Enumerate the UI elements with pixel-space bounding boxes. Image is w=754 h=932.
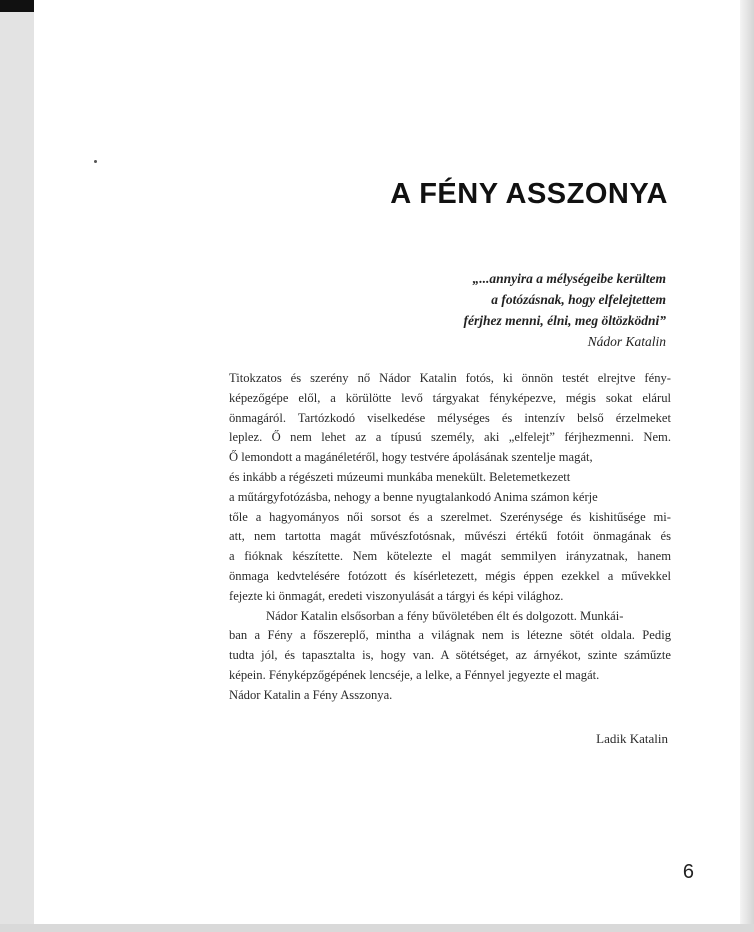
- body-line: Titokzatos és szerény nő Nádor Katalin fotós, ki önnön testét elrejtve fény-: [229, 371, 671, 385]
- page-title: A FÉNY ASSZONYA: [390, 178, 668, 210]
- body-line: a műtárgyfotózásba, nehogy a benne nyugtalankodó Anima számon kérje: [229, 489, 598, 504]
- body-text: [229, 369, 671, 706]
- quote-line: férjhez menni, élni, meg öltözködni”: [463, 313, 666, 328]
- body-line: és inkább a régészeti múzeumi munkába menekült. Beletemetkezett: [229, 469, 571, 484]
- epigraph-quote: [306, 268, 666, 352]
- body-line: képein. Fényképzőgépének lencséje, a lelke, a Fénnyel jegyezte el magát.: [229, 667, 600, 682]
- stray-mark: [94, 160, 97, 163]
- body-line: önmagáról. Tartózkodó viselkedése mélységes és intenzív belső érzelmeket: [229, 410, 671, 425]
- body-line: Nádor Katalin a Fény Asszonya.: [229, 687, 393, 702]
- quote-line: „...annyira a mélységeibe kerültem: [472, 271, 666, 286]
- scan-bottom-edge: [0, 924, 754, 932]
- body-line: leplez. Ő nem lehet az a típusú személy, aki „elfelejt” férjhezmenni. Nem.: [229, 430, 671, 445]
- signature: Ladik Katalin: [596, 731, 668, 746]
- body-line: tőle a hagyományos női sorsot és a szerelmet. Szerénysége és kishitűsége mi-: [229, 509, 671, 524]
- body-line: a fióknak készítette. Nem kötelezte el magát semmilyen irányzatnak, hanem: [229, 549, 671, 564]
- body-line: Nádor Katalin elsősorban a fény bűvöletében élt és dolgozott. Munkái-: [266, 608, 624, 623]
- scan-left-edge: [0, 0, 34, 932]
- body-line: önmaga kedvtelésére fotózott és kísérletezett, mégis éppen ezekkel a művekkel: [229, 568, 671, 583]
- scan-right-edge: [740, 0, 754, 932]
- quote-line: a fotózásnak, hogy elfelejtettem: [491, 292, 666, 307]
- body-line: tudta jól, és tapasztalta is, hogy van. A sötétséget, az árnyékot, szinte száműzte: [229, 648, 671, 663]
- page-number: 6: [682, 861, 694, 883]
- body-line: Ő lemondott a magánéletéről, hogy testvére ápolásának szentelje magát,: [229, 450, 593, 465]
- body-line: fejezte ki önmagát, eredeti viszonyulását a tárgyi és képi világhoz.: [229, 588, 564, 603]
- body-line: att, nem tartotta magát művészfotósnak, művészi értékű fotóit önmagának és: [229, 529, 671, 544]
- body-line: ban a Fény a főszereplő, mintha a világnak nem is létezne sötét oldala. Pedig: [229, 628, 671, 643]
- body-line: képezőgépe elől, a körülötte levő tárgyakat fényképezve, mégis sokat elárul: [229, 390, 671, 405]
- quote-author: Nádor Katalin: [587, 334, 666, 349]
